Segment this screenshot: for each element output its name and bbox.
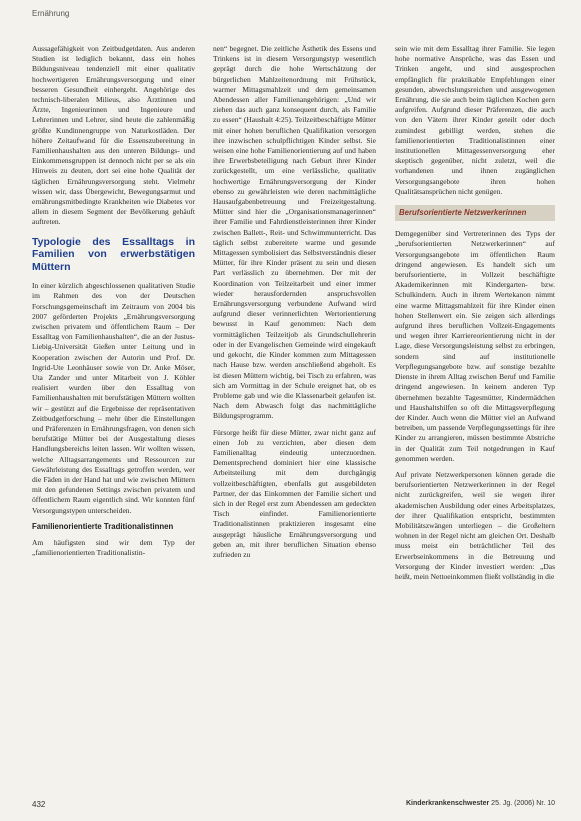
page-number: 432 [32,800,46,809]
subsection-box-heading: Berufsorientierte Netzwerkerinnen [395,205,555,221]
page-footer [32,800,555,812]
journal-name: Kinderkrankenschwester [405,800,490,807]
paragraph: nen“ begegnet. Die zeitliche Ästhetik des Essens und Trinkens ist in diesem Versorgungstyp wesentlich geprägt durch die hohe Wertschätzung der bürgerlichen Mahlzeitenordnung mit Frühstück, warmer Mittagsmahlzeit und dem gemeinsamen Abendessen aller Familienangehörigen: „Und wir ziehen das auch ganz konsequent durch, als Familie zu essen“ (Haushalt 4:25). Teilzeitbeschäftigte Mütter mit einer hohen beruflichen Qualifikation versorgen ihre inzwischen schulpflichtigen Kinder selbst. Sie weisen eine hohe Familienorientierung auf und haben ihre Erwerbsbeteiligung nach Geburt ihrer Kinder zurückgestellt, um eine verlässliche, qualitativ hochwertige Ernährungsversorgung der Kinder ebenso zu gewährleisten wie deren nachmittägliche Hausaufgabenbetreuung und Freizeitgestaltung. Mütter sind hier die „Organisationsmanagerinnen“ ihrer Familie und Fahrdienstleisterinnen ihrer Kinder zwischen Ballett-, Reit- und Schwimmunterricht. Das täglich selbst zubereitete warme und gesunde Mittagessen symbolisiert das Selbstverständnis dieser Mütter, für ihre Kinder präsent zu sein und diesen Part verlässlich zu übernehmen. Der mit der Koordination von Teilzeitarbeit und einer immer wieder herausfordernden anspruchsvollen Ernährungsversorgung verbundene Aufwand wird aufgrund dieser verinnerlichten Wertorientierung bewusst in Kauf genommen: Nach dem vormittäglichen Teilzeitjob als Grundschullehrerin oder in der Evangelischen Gemeinde wird eingekauft und gekocht, die Kinder kommen zum Mittagessen nach Hause bzw. werden anschließend abgeholt. Es ist diesen Müttern wichtig, bei Tisch zu erfahren, was sich am Vormittag in der Schule ereignet hat, ob es Probleme gab und wie die Klassenarbeit gelaufen ist. Nach dem Abwasch folgt das nachmittägliche Bildungsprogramm. [213,44,376,421]
paragraph: Aussagefähigkeit von Zeitbudgetdaten. Aus anderen Studien ist lediglich bekannt, dass ein hohes Bildungsniveau tendenziell mit einer qualitativ hochwertigeren Ernährungsversorgung und einer besseren Gesundheit einhergeht. Angehörige des technisch-liberalen Milieus, also Ärztinnen und Ärzte, Ingenieurinnen und Ingenieure und Lehrerinnen und Lehrer, sind heute die zahlenmäßig größte Kundinnengruppe von Naturkostläden. Der höhere Zeitaufwand für die Essenszubereitung in Familienhaushalten aus den unteren Bildungs- und Einkommensgruppen ist dennoch nicht per se als ein Hinweis zu deuten, dort sei eine hohe Qualität der täglichen Ernährungsversorgung steht. Vielmehr wissen wir, dass Übergewicht, Bewegungsarmut und ernährungsmitbedingte Krankheiten wie Diabetes vor allem in diesem Segment der Bevölkerung gehäuft auftreten. [32,44,195,227]
section-heading: Typologie des Essalltags in Familien von erwerbstätigen Müttern [32,235,195,273]
subsection-heading: Familienorientierte Traditionalistinnen [32,521,174,531]
paragraph: Demgegenüber sind Vertreterinnen des Typs der „berufsorientierten Netzwerkerinnen“ auf Versorgungsangebote im öffentlichen Raum dringend angewiesen. Es handelt sich um berufsorientierte, in Vollzeit beschäftigte Akademikerinnen mit Kindergarten- bzw. Schulkindern. Auch in ihrem Wertekanon nimmt eine warme Mittagsmahlzeit für ihre Kinder einen hohen Stellenwert ein. Sie zeigen sich allerdings aufgrund ihres beruflichen Vollzeit-Engagements und wegen ihrer Karriereorientierung nicht in der Lage, diese Versorgungsleistung selbst zu erbringen, sondern sind auf institutionelle Verpflegungsangebote bzw. auf sonstige bezahlte Dienste in ihrem Alltag zwischen Beruf und Familie dringend angewiesen. In keinem anderen Typ übernehmen bezahlte Tagesmütter, Kindermädchen und Haushaltshilfen so oft die Mittagsverpflegung der Kinder. Auch wenn die Mütter viel an Aufwand betreiben, um passende Verpflegungssettings für ihre Kinder zu arrangieren, müssen bestimmte Abstriche in der Qualität zum Teil notgedrungen in Kauf genommen werden. [395,229,555,463]
column-2 [213,44,376,566]
column-3 [395,44,555,588]
column-1 [32,44,195,564]
paragraph: Auf private Netzwerkpersonen können gerade die berufsorientierten Netzwerkerinnen in der Regel nicht zurückgreifen, weil sie wegen ihrer akademischen Ausbildung oder eines Arbeitsplatzes, der ihrer Qualifikation entspricht, bestimmten Mobilitätszwängen unterliegen – die Großeltern wohnen in der Regel nicht am gleichen Ort. Deshalb muss meist ein beträchtlicher Teil des Erwerbseinkommens in die Betreuung und Versorgung der Kinder investiert werden: „Das heißt, mein Nettoeinkommen fließt vollständig in die [395,469,555,581]
paragraph: sein wie mit dem Essalltag ihrer Familie. Sie legen hohe normative Ansprüche, was das Essen und Trinken angeht, und sind ausgesprochen empfänglich für praktikable Empfehlungen einer gesunden, abwechslungsreichen und ausgewogenen Ernährung, die sie auch beim täglichen Kochen gern aufgreifen. Aufgrund dieser Präferenzen, die auch von den Vätern ihrer Kinder geteilt oder doch zumindest gebilligt werden, stehen die familienorientierten Traditionalistinnen einer institutionellen Mittagessenversorgung eher skeptisch gegenüber, nicht zuletzt, weil die vorhandenen und ihnen zugänglichen Versorgungsangebote ihren hohen Qualitätsansprüchen nicht genügen. [395,44,555,196]
paragraph: In einer kürzlich abgeschlossenen qualitativen Studie im Rahmen des von der Deutschen Forschungsgemeinschaft im Zeitraum von 2004 bis 2007 geförderten Projekts „Ernährungsversorgung zwischen privatem und öffentlichem Raum – Der Essalltag von Familienhaushalten“, die an der Justus-Liebig-Universität Gießen unter Leitung und in Kooperation zwischen der Autorin und Prof. Dr. Ingrid-Ute Leonhäuser sowie von Dr. Anke Möser, Uta Zander und unter Mitarbeit von J. Köhler realisiert wurden über den Essalltag von Familienhaushalten mit berufstätigen Müttern wollten wir – gestützt auf die Ergebnisse der repräsentativen Zeitbudgetforschung – mehr über die Einstellungen und Präferenzen in Ernährungsfragen, von denen sich berufstätige Mütter bei der Ausgestaltung dieses Handlungsbereichs leiten lassen. Wir wollten wissen, welche Alltagsarrangements und Ressourcen zur Gewährleistung des Essalltags getroffen werden, wer die Fäden in der Hand hat und wie zwischen Müttern mit den gefundenen Settings zwischen privatem und öffentlichem Raum eigentlich sind. Wir konnten fünf Versorgungstypen unterscheiden. [32,281,195,515]
paragraph: Am häufigsten sind wir dem Typ der „familienorientierten Traditionalistin- [32,537,195,558]
journal-issue: 25. Jg. (2006) Nr. 10 [491,800,555,807]
paragraph: Fürsorge heißt für diese Mütter, zwar nicht ganz auf einen Job zu verzichten, aber diesen dem Familienalltag eindeutig unterzuordnen. Dementsprechend dominiert hier eine klassische Arbeitsteilung mit dem durchgängig vollzeitbeschäftigten, ebenfalls gut ausgebildeten Partner, der das Einkommen der Familie sichert und sich in der Regel erst zum Abendessen am gedeckten Tisch einfindet. Familienorientierte Traditionalistinnen praktizieren insgesamt eine ausgeprägt häusliche Ernährungsversorgung und geben an, mit ihrer beruflichen Situation ebenso zufrieden zu [213,427,376,559]
section-label: Ernährung [32,9,70,18]
journal-citation [406,800,555,807]
